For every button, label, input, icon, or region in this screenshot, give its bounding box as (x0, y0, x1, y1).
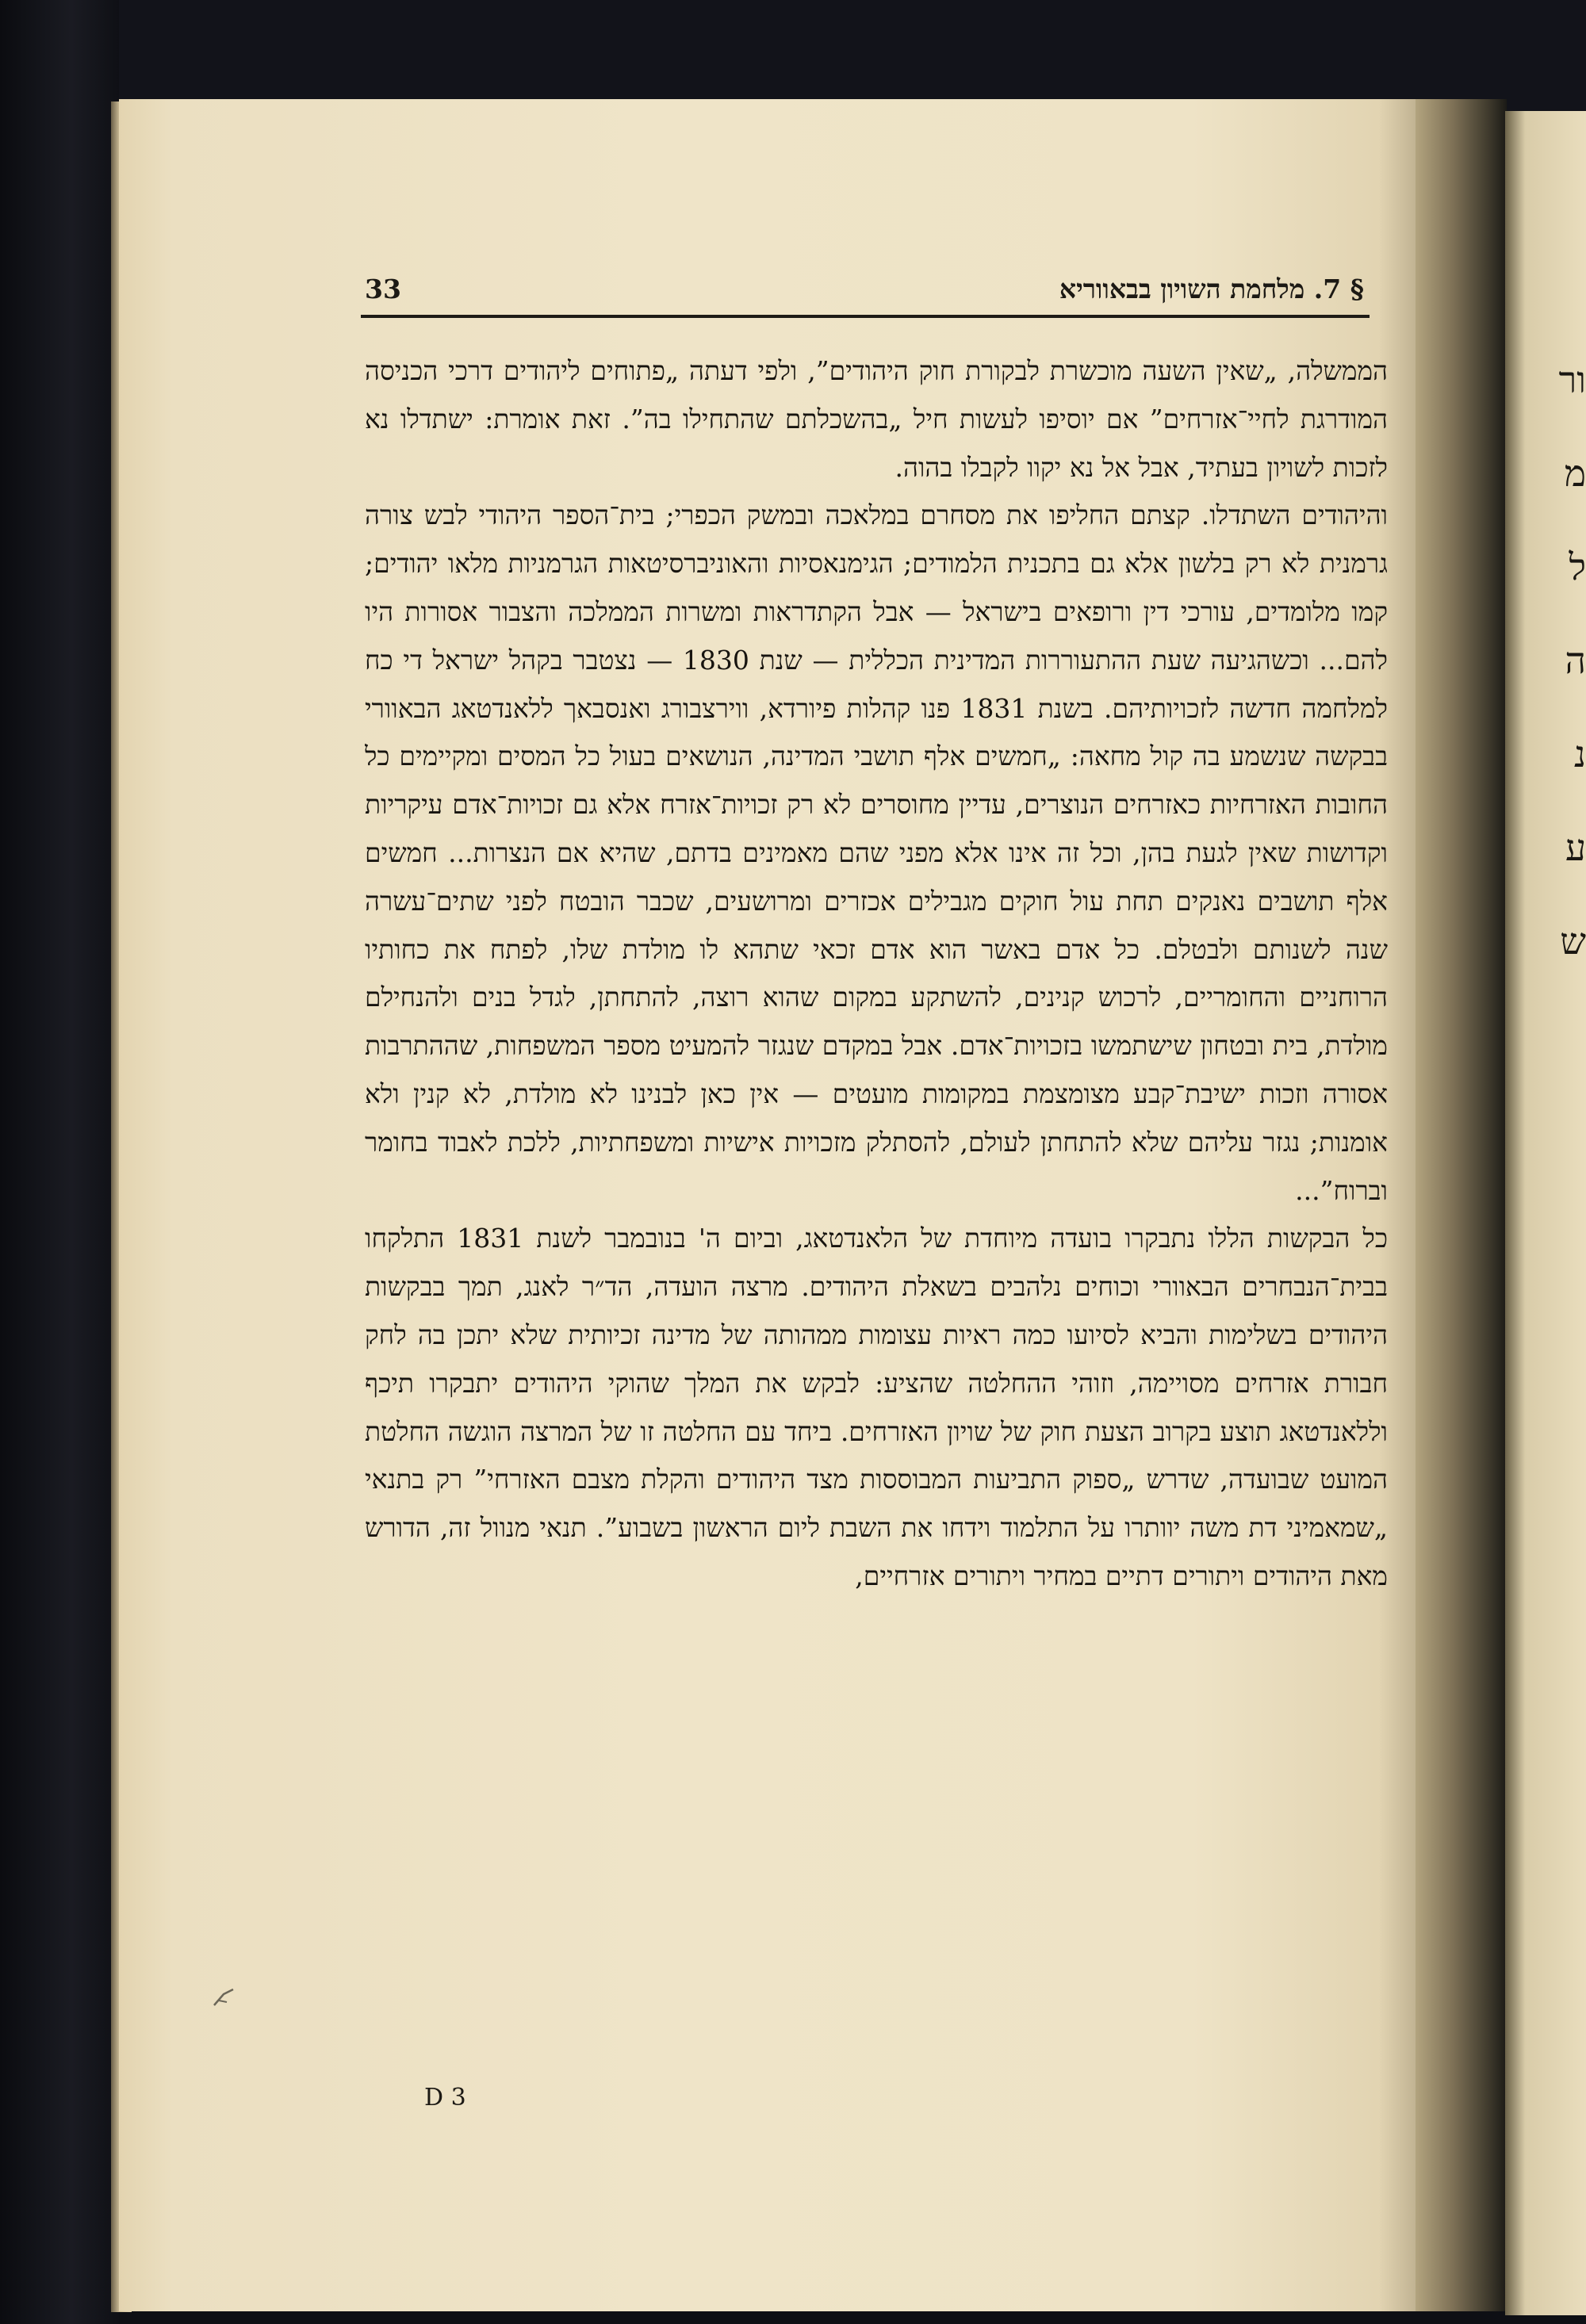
body-text (365, 347, 1388, 2032)
facing-page-line: ור (1558, 358, 1586, 401)
book-cover-left (0, 0, 119, 2324)
paragraph: הממשלה, „שאין השעה מוכשרת לבקורת חוק היהודים”, ולפי דעתה „פתוחים ליהודים דרכי הכניסה המודרגת לחיי־אזרחים” אם יוסיפו לעשות חיל „בהשכלתם שהתחילו בה”. זאת אומרת: ישתדלו נא לזכות לשויון בעתיד, אבל אל נא יקוו לקבלו בהוה. (365, 355, 1388, 483)
page-number: 33 (365, 274, 401, 304)
paragraph: והיהודים השתדלו. קצתם החליפו את מסחרם במלאכה ובמשק הכפרי; בית־הספר היהודי לבש צורה גרמנית לא רק בלשון אלא גם בתכנית הלמודים; הגימנאסיות והאוניברסיטאות הגרמניות מלאו יהודים; קמו מלומדים, עורכי דין ורופאים בישראל — אבל הקתדראות ומשרות הממלכה והצבור אסורות היו להם... וכשהגיעה שעת ההתעוררות המדינית הכללית — שנת 1830 — נצטבר בקהל ישראל די כח למלחמה חדשה לזכויותיהם. בשנת 1831 פנו קהלות פיורדא, ווירצבורג ואנסבאך ללאנדטאג הבאוורי בבקשה שנשמע בה קול מחאה: „חמשים אלף תושבי המדינה, הנושאים בעול כל המסים ומקיימים כל החובות האזרחיות כאזרחים הנוצרים, עדיין מחוסרים לא רק זכויות־אזרח אלא גם זכויות־אדם עיקריות וקדושות שאין לגעת בהן, וכל זה אינו אלא מפני שהם מאמינים בדתם, שהיא אם הנצרות... חמשים אלף תושבים נאנקים תחת עול חוקים מגבילים אכזרים ומרושעים, שכבר הובטח לפני שתים־עשרה שנה לשנותם ולבטלם. כל אדם באשר הוא אדם זכאי שתהא לו מולדת שלו, לפתח את כחותיו הרוחניים והחומריים, לרכוש קנינים, להשתקע במקום שהוא רוצה, להתחתן, לגדל בנים ולהנחילם מולדת, בית ובטחון שישתמשו בזכויות־אדם. אבל במקדם שנגזר להמעיט מספר המשפחות, שההתרבות אסורה וזכות ישיבת־קבע מצומצמת במקומות מועטים — אין כאן לבנינו לא מולדת, לא קנין ולא אומנות; נגזר עליהם שלא להתחתן לעולם, להסתלק מזכויות אישיות ומשפחתיות, ללכת לאבוד בחומר וברוח”... (365, 500, 1388, 1206)
facing-page-line: ל (1569, 546, 1586, 588)
book-gutter (1416, 99, 1507, 2311)
ink-mark (213, 1986, 236, 2008)
printer-signature: D 3 (424, 2084, 466, 2112)
page-header (365, 274, 1364, 313)
facing-page-line: ע (1565, 826, 1586, 869)
facing-page-text (1542, 333, 1586, 988)
facing-page-line: ה (1565, 639, 1586, 682)
running-title: § 7. מלחמת השויון בבאווריא (1059, 274, 1364, 304)
facing-page-line: ש (1560, 920, 1586, 963)
header-rule (361, 315, 1370, 318)
paragraph: כל הבקשות הללו נתבקרו בועדה מיוחדת של הלאנדטאג, וביום ה' בנובמבר לשנת 1831 התלקחו בבית־הנבחרים הבאוורי וכוחים נלהבים בשאלת היהודים. מרצה הועדה, הד״ר לאנג, תמך בבקשות היהודים בשלימות והביא לסיועו כמה ראיות עצומות ממהותה של מדינה זכיותית שלא יתכן בה לחק חבורת אזרחים מסויימה, וזוהי ההחלטה שהציע: לבקש את המלך שהוקי היהודים יתבקרו תיכף וללאנדטאג תוצע בקרוב הצעת חוק של שויון האזרחים. ביחד עם החלטה זו של המרצה הוגשה החלטת המועט שבועדה, שדרש „ספוק התביעות המבוססות מצד היהודים והקלת מצבם האזרחי” רק בתנאי „שמאמיני דת משה יוותרו על התלמוד וידחו את השבת ליום הראשון בשבוע”. תנאי מנוול זה, הדורש מאת היהודים ויתורים דתיים במחיר ויתורים אזרחיים, (365, 1223, 1388, 1591)
facing-page-line: נ (1574, 733, 1586, 775)
facing-page-line: מ (1564, 452, 1586, 495)
